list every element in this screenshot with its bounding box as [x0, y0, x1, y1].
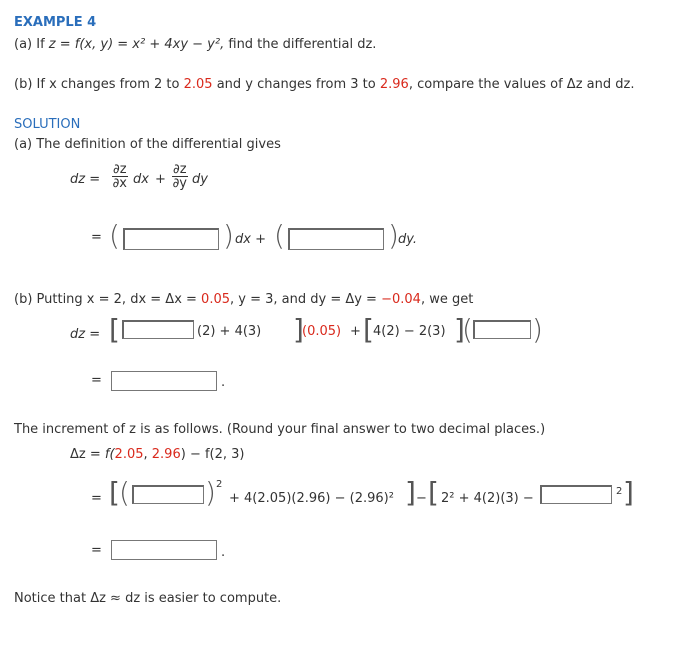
left-paren-a1: (	[109, 219, 120, 252]
b-term1-text	[197, 324, 261, 339]
y-new-value: 2.96	[379, 77, 409, 92]
b-dy-value: −0.04	[381, 292, 421, 307]
dz-lhs-b: dz =	[70, 327, 101, 342]
left-bracket-c1: [	[109, 476, 120, 509]
delta-z-result-input[interactable]	[111, 540, 217, 560]
b-plus: +	[350, 324, 361, 339]
equals-b: =	[91, 373, 102, 388]
part-a-question	[14, 37, 376, 52]
right-bracket-b2: ]	[454, 313, 465, 346]
right-paren-b: )	[532, 313, 543, 346]
exponent-c1: 2	[216, 479, 223, 490]
y-squared-input[interactable]	[540, 485, 612, 504]
minus-c: −	[416, 491, 427, 506]
period-d: .	[221, 545, 226, 560]
partial-x-den: ∂x	[112, 176, 127, 191]
right-paren-c: )	[205, 476, 216, 509]
right-paren-a1: )	[223, 219, 234, 252]
delta-z-lhs: Δz =	[70, 447, 101, 462]
left-bracket-c2: [	[428, 476, 439, 509]
dy-value-input[interactable]	[473, 320, 531, 339]
dx-plus-text: dx +	[235, 232, 266, 247]
b-term1: (2) + 4(3)	[197, 324, 262, 339]
delta-x-squared-input[interactable]	[132, 485, 204, 504]
dz-lhs: dz =	[70, 172, 101, 187]
part-a-prefix: (a) If	[14, 37, 45, 52]
b-intro-text: (b) Putting x = 2, dx = Δx =	[14, 292, 202, 307]
x-new-value: 2.05	[183, 77, 213, 92]
delta-fn-end: ) − f(2, 3)	[180, 447, 245, 462]
exponent-c2: 2	[616, 486, 623, 497]
partial-x-answer-input[interactable]	[123, 228, 219, 250]
equals-c: =	[91, 491, 102, 506]
dy-end-text: dy.	[398, 232, 418, 247]
equals-a: =	[91, 230, 102, 245]
dy-symbol: dy	[192, 172, 208, 187]
delta-fn-open: f(	[104, 447, 115, 462]
partial-x-fraction	[112, 163, 128, 190]
dz-result-input[interactable]	[111, 371, 217, 391]
b-end-text: , we get	[420, 292, 474, 307]
delta-z-line	[70, 447, 245, 462]
delta-x-value: 2.05	[114, 447, 144, 462]
part-b-mid: and y changes from 3 to	[216, 77, 376, 92]
part-b-question	[14, 77, 634, 92]
left-paren-c: (	[119, 476, 130, 509]
part-b-prefix: (b) If x changes from 2 to	[14, 77, 180, 92]
example-title: EXAMPLE 4	[14, 15, 97, 30]
part-a-intro: (a) The definition of the differential gives	[14, 137, 281, 152]
long-term-text: + 4(2.05)(2.96) − (2.96)²	[229, 491, 394, 506]
left-paren-b: (	[462, 313, 473, 346]
b-dx-value: 0.05	[201, 292, 230, 307]
dz-coefficient-input[interactable]	[122, 320, 194, 339]
b-term2-text: 4(2) − 2(3)	[373, 324, 446, 339]
left-bracket-b2: [	[363, 313, 374, 346]
delta-y-value: 2.96	[151, 447, 181, 462]
partial-y-den: ∂y	[172, 176, 187, 191]
solution-label: SOLUTION	[14, 117, 81, 132]
left-paren-a2: (	[274, 219, 285, 252]
partial-y-num: ∂z	[173, 162, 187, 177]
partial-y-fraction	[172, 163, 188, 190]
partial-x-num: ∂z	[113, 162, 127, 177]
notice-text: Notice that Δz ≈ dz is easier to compute.	[14, 591, 282, 606]
dx-symbol: dx	[133, 172, 149, 187]
part-a-function: z = f(x, y) = x² + 4xy − y²,	[48, 37, 225, 52]
increment-text: The increment of z is as follows. (Round your final answer to two decimal places.)	[14, 422, 546, 437]
delta-comma: ,	[143, 447, 148, 462]
part-a-task: find the differential dz.	[228, 37, 377, 52]
b-mid-text: , y = 3, and dy = Δy =	[230, 292, 382, 307]
right-bracket-b1: ]	[293, 313, 304, 346]
plus-sign-1: +	[155, 172, 166, 187]
b-term1-paren: (0.05)	[302, 324, 342, 339]
partial-y-answer-input[interactable]	[288, 228, 384, 250]
right-bracket-c2: ]	[623, 476, 634, 509]
right-bracket-c1: ]	[405, 476, 416, 509]
equals-d: =	[91, 543, 102, 558]
left-bracket-b1: [	[109, 313, 120, 346]
part-b-intro	[14, 292, 473, 307]
right-paren-a2: )	[388, 219, 399, 252]
second-bracket-text: 2² + 4(2)(3) −	[441, 491, 534, 506]
period-b: .	[221, 375, 226, 390]
part-b-suffix: , compare the values of Δz and dz.	[408, 77, 635, 92]
